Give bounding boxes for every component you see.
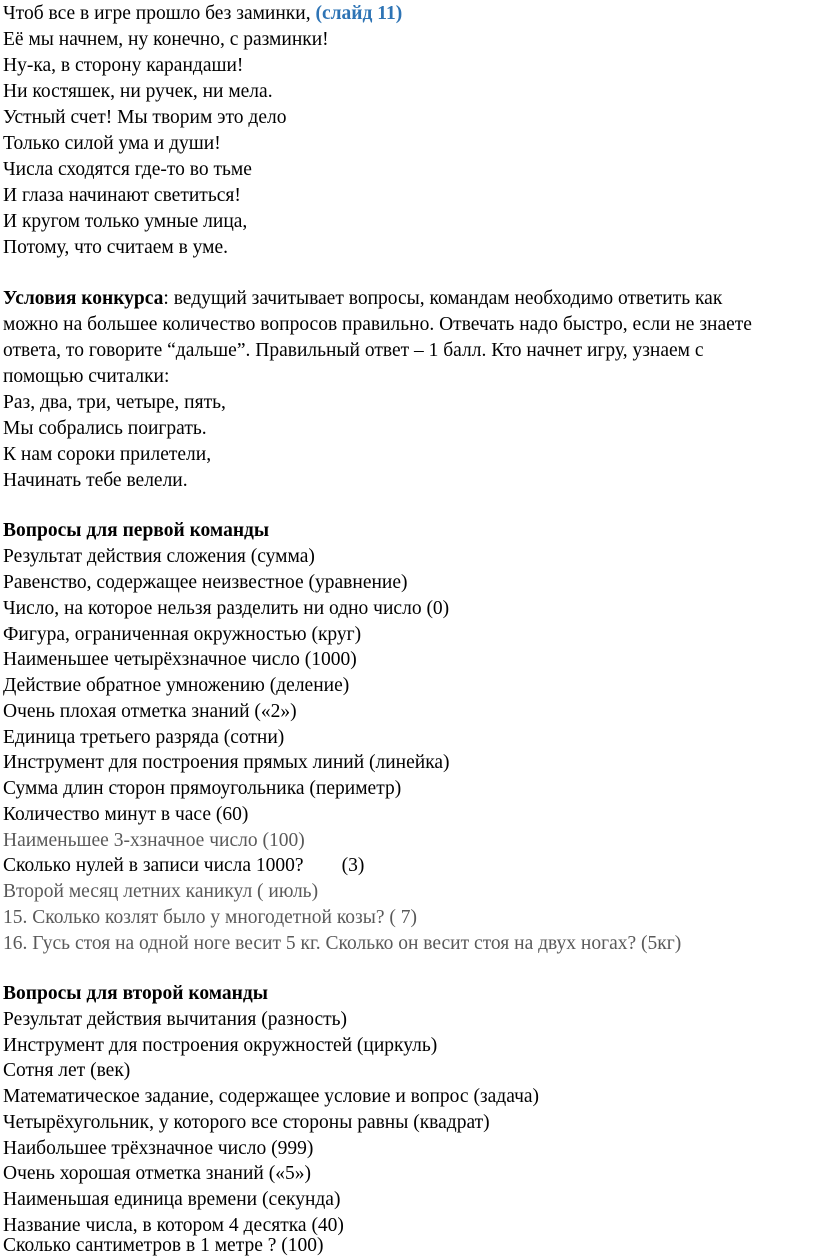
team1-question-6: Действие обратное умножению (деление) — [3, 675, 350, 696]
poem-line-2: Её мы начнем, ну конечно, с разминки! — [3, 29, 329, 50]
team1-question-5: Наименьшее четырёхзначное число (1000) — [3, 649, 357, 670]
team2-question-7: Очень хорошая отметка знаний («5») — [3, 1163, 311, 1184]
conditions-line-4: помощью считалки: — [3, 366, 170, 387]
poem-line-1-text: Чтоб все в игре прошло без заминки, — [3, 3, 316, 24]
poem-line-9: И кругом только умные лица, — [3, 211, 248, 232]
team1-question-9: Инструмент для построения прямых линий (линейка) — [3, 752, 450, 773]
team2-heading: Вопросы для второй команды — [3, 983, 268, 1004]
team1-heading: Вопросы для первой команды — [3, 520, 270, 541]
poem-line-10: Потому, что считаем в уме. — [3, 237, 229, 258]
team2-question-3: Сотня лет (век) — [3, 1060, 131, 1081]
team2-question-2: Инструмент для построения окружностей (циркуль) — [3, 1035, 438, 1056]
conditions-text-1: : ведущий зачитывает вопросы, командам необходимо ответить как — [163, 288, 723, 309]
team2-question-4: Математическое задание, содержащее условие и вопрос (задача) — [3, 1086, 540, 1107]
team2-question-8: Наименьшая единица времени (секунда) — [3, 1189, 341, 1210]
team1-question-1: Результат действия сложения (сумма) — [3, 546, 315, 567]
team1-question-7: Очень плохая отметка знаний («2») — [3, 701, 297, 722]
team1-question-3: Число, на которое нельзя разделить ни одно число (0) — [3, 598, 450, 619]
slide-reference: (слайд 11) — [315, 3, 403, 24]
team1-question-10: Сумма длин сторон прямоугольника (периметр) — [3, 778, 402, 799]
conditions-label: Условия конкурса — [3, 288, 164, 309]
conditions-line-1 — [3, 286, 722, 312]
conditions-line-3: ответа, то говорите “дальше”. Правильный ответ – 1 балл. Кто начнет игру, узнаем с — [3, 340, 704, 361]
team1-question-16: 16. Гусь стоя на одной ноге весит 5 кг. Сколько он весит стоя на двух ногах? (5кг) — [3, 933, 682, 954]
conditions-line-2: можно на большее количество вопросов правильно. Отвечать надо быстро, если не знаете — [3, 314, 752, 335]
rhyme-line-3: К нам сороки прилетели, — [3, 444, 212, 465]
team2-question-10: Сколько сантиметров в 1 метре ? (100) — [3, 1235, 324, 1256]
poem-line-5: Устный счет! Мы творим это дело — [3, 107, 287, 128]
team1-question-12: Наименьшее 3-хзначное число (100) — [3, 830, 305, 851]
team2-question-5: Четырёхугольник, у которого все стороны равны (квадрат) — [3, 1112, 490, 1133]
team1-question-13-answer: (3) — [341, 855, 365, 876]
team2-question-1: Результат действия вычитания (разность) — [3, 1009, 348, 1030]
team2-question-6: Наибольшее трёхзначное число (999) — [3, 1138, 314, 1159]
poem-line-1 — [3, 1, 402, 27]
poem-line-8: И глаза начинают светиться! — [3, 185, 241, 206]
team1-question-15: 15. Сколько козлят было у многодетной козы? ( 7) — [3, 907, 418, 928]
poem-line-7: Числа сходятся где-то во тьме — [3, 159, 252, 180]
poem-line-4: Ни костяшек, ни ручек, ни мела. — [3, 81, 273, 102]
poem-line-3: Ну-ка, в сторону карандаши! — [3, 55, 244, 76]
team1-question-8: Единица третьего разряда (сотни) — [3, 727, 285, 748]
team1-question-11: Количество минут в часе (60) — [3, 804, 249, 825]
team1-question-13-text: Сколько нулей в записи числа 1000? — [3, 855, 304, 876]
rhyme-line-1: Раз, два, три, четыре, пять, — [3, 392, 226, 413]
rhyme-line-2: Мы собрались поиграть. — [3, 418, 207, 439]
team1-question-2: Равенство, содержащее неизвестное (уравнение) — [3, 572, 408, 593]
team1-question-4: Фигура, ограниченная окружностью (круг) — [3, 624, 362, 645]
team1-question-13 — [3, 853, 364, 879]
team1-question-14: Второй месяц летних каникул ( июль) — [3, 881, 319, 902]
poem-line-6: Только силой ума и души! — [3, 133, 221, 154]
team2-question-9: Название числа, в котором 4 десятка (40) — [3, 1215, 344, 1236]
rhyme-line-4: Начинать тебе велели. — [3, 470, 188, 491]
